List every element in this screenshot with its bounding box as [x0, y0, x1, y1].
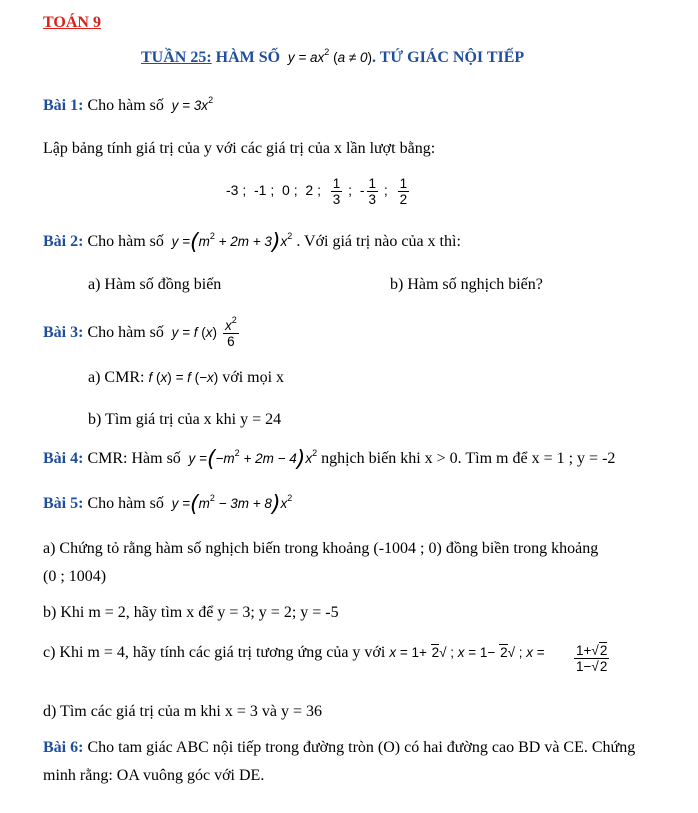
bai2-b: b) Hàm số nghịch biến? [390, 276, 543, 293]
value-frac: $\frac{1}{3}$ [332, 176, 341, 207]
bai3-label: Bài 3: [43, 324, 84, 342]
bai5-c-prefix: c) Khi m = 4, hãy tính các giá trị tương ứng của y với [43, 644, 386, 661]
bai1-line [43, 97, 213, 115]
bai3-text: Cho hàm số [87, 324, 164, 342]
bai1-text: Cho hàm số [87, 97, 164, 114]
bai3-a-formula: f (x) = f (−x) [148, 370, 219, 385]
title-topic: HÀM SỐ [215, 49, 281, 66]
bai2-label: Bài 2: [43, 233, 84, 250]
bai6-text: Cho tam giác ABC nội tiếp trong đường tròn (O) có hai đường cao BD và CE. Chứng [87, 739, 636, 756]
bai3-a-prefix: a) CMR: [88, 369, 145, 386]
title-rest: . TỨ GIÁC NỘI TIẾP [372, 49, 525, 66]
bai1-values: -3 ; -1 ; 0 ; 2 ; $\frac{1}{3}$ ; - $\frac{1}{3}$ ; $\frac{1}{2}$ [226, 176, 408, 207]
bai1-function: $y = 3x^2$ [167, 95, 214, 113]
bai3-line [43, 315, 241, 349]
value: 0 [282, 182, 290, 199]
bai6-line2: minh rằng: OA vuông góc với DE. [43, 767, 265, 784]
bai5-function: $y =(m^2 - 3m + 8)x^2$ [167, 492, 293, 517]
value: -1 [254, 182, 267, 199]
bai5-c-values: x = 1+ 2√ ; x = 1− 2√ ; x = [389, 645, 545, 660]
bai5-c [43, 644, 545, 662]
value-frac: $\frac{1}{2}$ [399, 176, 408, 207]
value-neg-frac: - $\frac{1}{3}$ [359, 176, 377, 207]
bai2-line [43, 230, 461, 255]
bai3-a-suffix: với mọi x [222, 369, 285, 386]
bai3-frac: $\frac{x^2}{6}$ [225, 315, 237, 349]
bai1-instruction: Lập bảng tính giá trị của y với các giá trị của x lần lượt bằng: [43, 140, 436, 157]
bai3-a [88, 369, 284, 387]
title-function: $y = ax^2$ (a ≠ 0) [284, 47, 372, 65]
bai5-label: Bài 5: [43, 495, 84, 512]
bai5-a-line1: a) Chứng tỏ rằng hàm số nghịch biến trong khoảng (-1004 ; 0) đồng biền trong khoảng [43, 540, 599, 557]
bai2-a: a) Hàm số đồng biến [88, 276, 222, 293]
bai1-label: Bài 1: [43, 97, 84, 114]
bai4-label: Bài 4: [43, 450, 84, 467]
subject-heading: TOÁN 9 [43, 14, 101, 31]
bai4-function: $y =(-m^2 + 2m - 4)x^2$ [184, 447, 318, 472]
bai5-c-fraction: $\frac{1+√2}{1-√2}$ [576, 643, 608, 674]
bai5-a-line2: (0 ; 1004) [43, 568, 107, 585]
bai2-function: $y =(m^2 + 2m + 3)x^2$ [167, 230, 293, 255]
bai4-line [43, 447, 616, 472]
value: -3 [226, 182, 239, 199]
title-week: TUẦN 25: [141, 49, 212, 66]
bai3-function: y = f (x) [167, 325, 218, 341]
bai5-b: b) Khi m = 2, hãy tìm x để y = 3; y = 2; y = -5 [43, 604, 339, 621]
bai6-line1 [43, 739, 635, 757]
page-title [141, 49, 524, 67]
bai5-d: d) Tìm các giá trị của m khi x = 3 và y = 36 [43, 703, 323, 720]
bai4-text: CMR: Hàm số [87, 450, 181, 467]
value: 2 [305, 182, 314, 199]
bai5-line [43, 492, 293, 517]
bai4-rest: nghịch biến khi x > 0. Tìm m để x = 1 ; y = -2 [321, 450, 616, 467]
bai3-b: b) Tìm giá trị của x khi y = 24 [88, 411, 282, 428]
bai2-rest: . Với giá trị nào của x thì: [296, 233, 461, 250]
bai5-text: Cho hàm số [87, 495, 164, 512]
bai6-label: Bài 6: [43, 739, 84, 756]
bai2-text: Cho hàm số [87, 233, 164, 250]
